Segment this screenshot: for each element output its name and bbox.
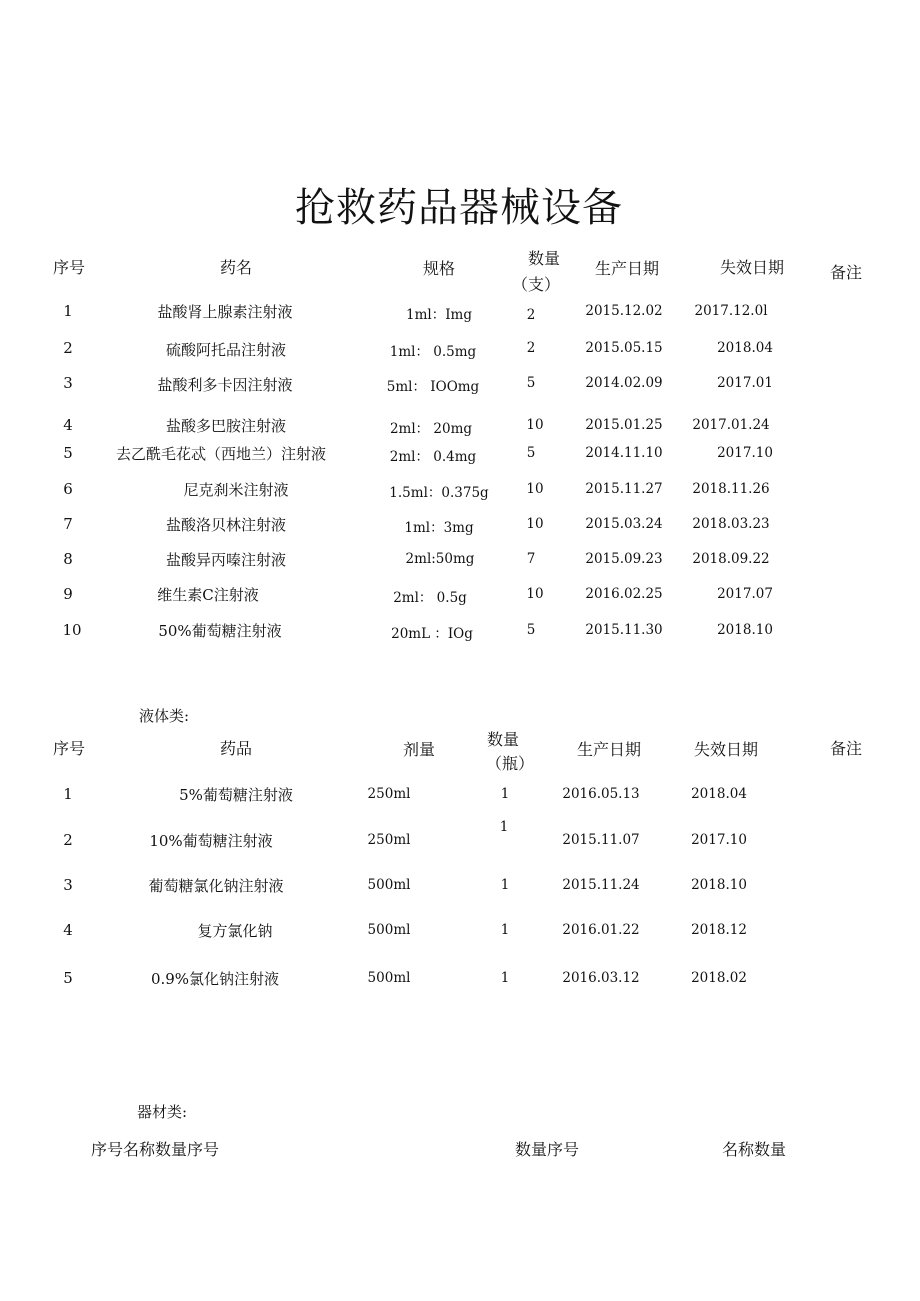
- row-name: 5%葡萄糖注射液: [179, 786, 293, 804]
- row-spec: 1ml： 0.5mg: [389, 344, 477, 360]
- row-no: 6: [63, 480, 73, 498]
- row-name: 盐酸多巴胺注射液: [165, 417, 287, 435]
- row-name: 葡萄糖氯化钠注射液: [148, 877, 284, 895]
- header-exp-date: 失效日期: [693, 740, 759, 759]
- row-qty: 5: [526, 375, 536, 391]
- row-name: 盐酸异丙嗪注射液: [165, 551, 287, 569]
- header-qty-unit: （瓶）: [485, 754, 535, 773]
- equipment-header-left: 序号名称数量序号: [91, 1140, 220, 1159]
- row-no: 8: [63, 550, 73, 568]
- row-prod-date: 2016.03.12: [562, 970, 640, 986]
- row-name: 硫酸阿托品注射液: [165, 341, 287, 359]
- row-qty: 10: [526, 516, 544, 532]
- row-no: 2: [63, 831, 73, 849]
- row-qty: 10: [526, 417, 544, 433]
- header-no: 序号: [52, 739, 86, 758]
- row-no: 5: [63, 969, 73, 987]
- row-name: 盐酸利多卡因注射液: [157, 376, 293, 394]
- row-exp-date: 2018.09.22: [692, 551, 770, 567]
- row-exp-date: 2017.07: [717, 586, 773, 602]
- row-spec: 20mL ：IOg: [391, 626, 473, 642]
- row-name: 50%葡萄糖注射液: [158, 622, 282, 640]
- row-exp-date: 2017.01.24: [692, 417, 770, 433]
- row-no: 1: [63, 302, 73, 320]
- header-qty-unit: （支）: [511, 275, 561, 294]
- row-no: 3: [63, 876, 73, 894]
- row-spec: 5ml： IOOmg: [386, 379, 480, 395]
- row-no: 3: [63, 374, 73, 392]
- header-qty: 数量: [486, 730, 520, 749]
- row-spec: 1ml：Img: [406, 307, 472, 323]
- row-exp-date: 2018.12: [691, 922, 747, 938]
- row-prod-date: 2015.12.02: [585, 303, 663, 319]
- row-name: 0.9%氯化钠注射液: [150, 970, 280, 988]
- row-prod-date: 2015.03.24: [585, 516, 663, 532]
- row-exp-date: 2018.11.26: [692, 481, 770, 497]
- row-qty: 1: [500, 922, 510, 938]
- row-exp-date: 2017.10: [691, 832, 747, 848]
- row-exp-date: 2018.10: [691, 877, 747, 893]
- row-no: 4: [63, 416, 73, 434]
- row-qty: 10: [526, 586, 544, 602]
- row-spec: 1.5ml：0.375g: [389, 485, 489, 501]
- row-qty: 10: [526, 481, 544, 497]
- row-spec: 1ml：3mg: [404, 520, 474, 536]
- row-dose: 500ml: [367, 877, 411, 893]
- row-no: 4: [63, 921, 73, 939]
- row-name: 复方氯化钠: [197, 922, 273, 940]
- row-dose: 500ml: [367, 970, 411, 986]
- row-spec: 2ml:50mg: [405, 551, 475, 567]
- row-no: 7: [63, 515, 73, 533]
- row-no: 2: [63, 339, 73, 357]
- liquids-section-label: 液体类:: [139, 707, 190, 725]
- row-name: 10%葡萄糖注射液: [149, 832, 273, 850]
- row-prod-date: 2014.11.10: [585, 445, 663, 461]
- header-name: 药品: [219, 739, 253, 758]
- row-no: 5: [63, 444, 73, 462]
- row-spec: 2ml： 20mg: [389, 421, 473, 437]
- header-name: 药名: [219, 258, 253, 277]
- row-qty: 1: [500, 786, 510, 802]
- row-prod-date: 2015.11.30: [585, 622, 663, 638]
- header-note: 备注: [829, 263, 863, 282]
- row-no: 10: [62, 621, 82, 639]
- row-no: 1: [63, 785, 73, 803]
- row-name: 去乙酰毛花忒（西地兰）注射液: [115, 445, 327, 463]
- row-prod-date: 2015.11.24: [562, 877, 640, 893]
- row-exp-date: 2018.04: [691, 786, 747, 802]
- page-title: 抢救药品器械设备: [295, 185, 623, 231]
- row-exp-date: 2017.10: [717, 445, 773, 461]
- equipment-header-right: 名称数量: [722, 1140, 787, 1159]
- row-prod-date: 2016.01.22: [562, 922, 640, 938]
- row-dose: 250ml: [367, 832, 411, 848]
- row-prod-date: 2015.05.15: [585, 340, 663, 356]
- row-name: 盐酸肾上腺素注射液: [157, 303, 293, 321]
- row-prod-date: 2014.02.09: [585, 375, 663, 391]
- row-exp-date: 2017.01: [717, 375, 773, 391]
- row-prod-date: 2016.05.13: [562, 786, 640, 802]
- row-qty: 1: [500, 877, 510, 893]
- row-spec: 2ml： 0.4mg: [389, 449, 477, 465]
- header-prod-date: 生产日期: [576, 740, 642, 759]
- row-exp-date: 2018.10: [717, 622, 773, 638]
- header-prod-date: 生产日期: [594, 259, 660, 278]
- header-qty: 数量: [527, 249, 561, 268]
- row-spec: 2ml： 0.5g: [393, 590, 467, 606]
- row-name: 盐酸洛贝林注射液: [165, 516, 287, 534]
- row-prod-date: 2015.09.23: [585, 551, 663, 567]
- row-prod-date: 2015.11.07: [562, 832, 640, 848]
- row-exp-date: 2018.03.23: [692, 516, 770, 532]
- row-no: 9: [63, 585, 73, 603]
- row-qty: 2: [526, 307, 536, 323]
- row-qty: 1: [499, 819, 509, 835]
- row-qty: 1: [500, 970, 510, 986]
- row-exp-date: 2018.04: [717, 340, 773, 356]
- row-exp-date: 2017.12.0l: [694, 303, 768, 319]
- header-exp-date: 失效日期: [719, 258, 785, 277]
- row-qty: 2: [526, 340, 536, 356]
- header-spec: 规格: [422, 259, 456, 278]
- row-qty: 7: [526, 551, 536, 567]
- row-qty: 5: [526, 622, 536, 638]
- row-dose: 500ml: [367, 922, 411, 938]
- row-qty: 5: [526, 445, 536, 461]
- header-note: 备注: [829, 739, 863, 758]
- header-dose: 剂量: [402, 740, 436, 759]
- row-name: 维生素C注射液: [157, 586, 259, 604]
- row-exp-date: 2018.02: [691, 970, 747, 986]
- header-no: 序号: [52, 258, 86, 277]
- equipment-section-label: 器材类:: [137, 1103, 188, 1121]
- row-prod-date: 2016.02.25: [585, 586, 663, 602]
- row-dose: 250ml: [367, 786, 411, 802]
- row-name: 尼克刹米注射液: [183, 481, 289, 499]
- row-prod-date: 2015.01.25: [585, 417, 663, 433]
- row-prod-date: 2015.11.27: [585, 481, 663, 497]
- equipment-header-mid: 数量序号: [515, 1140, 580, 1159]
